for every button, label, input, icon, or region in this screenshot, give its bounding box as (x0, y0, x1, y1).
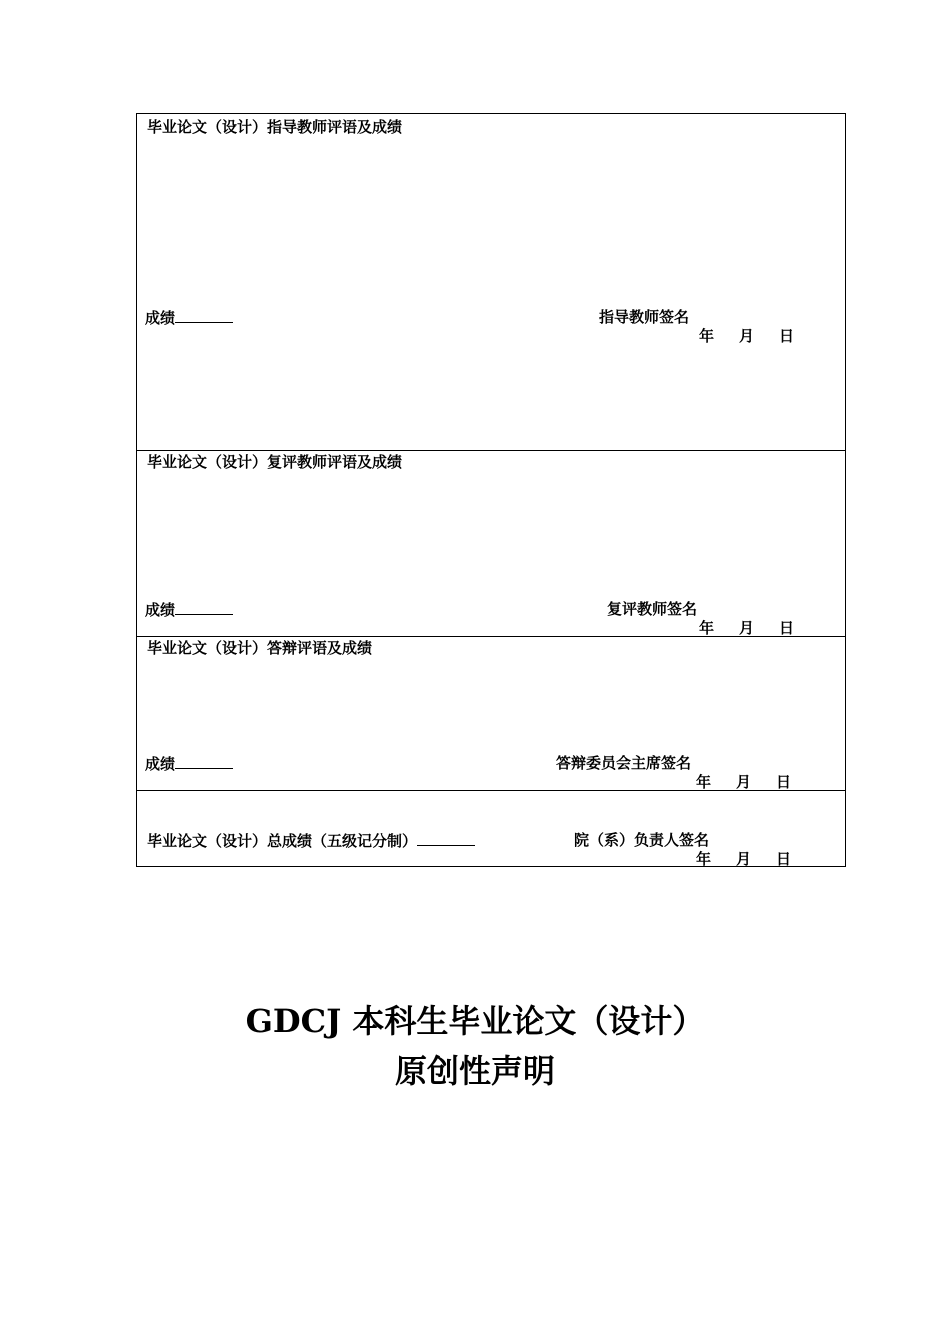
reviewer-grade[interactable] (145, 600, 233, 619)
advisor-date-year: 年 (699, 327, 715, 345)
total-date-year: 年 (696, 850, 712, 868)
defense-date-month: 月 (736, 773, 752, 791)
defense-date-day: 日 (776, 773, 792, 791)
reviewer-section (137, 450, 845, 636)
advisor-signature-label: 指导教师签名 (599, 308, 690, 326)
advisor-date-month: 月 (739, 327, 755, 345)
defense-grade-label: 成绩 (145, 755, 176, 773)
reviewer-grade-label: 成绩 (145, 601, 176, 619)
advisor-section (137, 114, 845, 450)
total-section (137, 790, 845, 867)
defense-heading: 毕业论文（设计）答辩评语及成绩 (147, 639, 373, 657)
reviewer-date-day: 日 (779, 619, 795, 637)
total-grade-blank[interactable] (417, 831, 475, 846)
advisor-grade-blank[interactable] (175, 308, 233, 323)
defense-signature-label: 答辩委员会主席签名 (556, 754, 692, 772)
reviewer-heading: 毕业论文（设计）复评教师评语及成绩 (147, 453, 403, 471)
advisor-date (699, 327, 794, 345)
reviewer-date-month: 月 (739, 619, 755, 637)
reviewer-date (699, 619, 794, 637)
defense-date-year: 年 (696, 773, 712, 791)
defense-section (137, 636, 845, 790)
defense-grade-blank[interactable] (175, 754, 233, 769)
total-grade[interactable] (147, 831, 475, 850)
advisor-grade[interactable] (145, 308, 233, 327)
declaration-title-line2: 原创性声明 (394, 1052, 555, 1090)
total-date-day: 日 (776, 850, 792, 868)
defense-date (696, 773, 791, 791)
reviewer-date-year: 年 (699, 619, 715, 637)
total-grade-label: 毕业论文（设计）总成绩（五级记分制） (147, 832, 418, 850)
advisor-heading: 毕业论文（设计）指导教师评语及成绩 (147, 118, 403, 136)
total-date (696, 850, 791, 868)
declaration-title-line1: GDCJ 本科生毕业论文（设计） (245, 1002, 705, 1040)
advisor-grade-label: 成绩 (145, 309, 176, 327)
defense-grade[interactable] (145, 754, 233, 773)
total-signature-label: 院（系）负责人签名 (574, 831, 710, 849)
evaluation-form-table (136, 113, 846, 867)
reviewer-signature-label: 复评教师签名 (607, 600, 698, 618)
advisor-date-day: 日 (779, 327, 795, 345)
total-date-month: 月 (736, 850, 752, 868)
reviewer-grade-blank[interactable] (175, 600, 233, 615)
